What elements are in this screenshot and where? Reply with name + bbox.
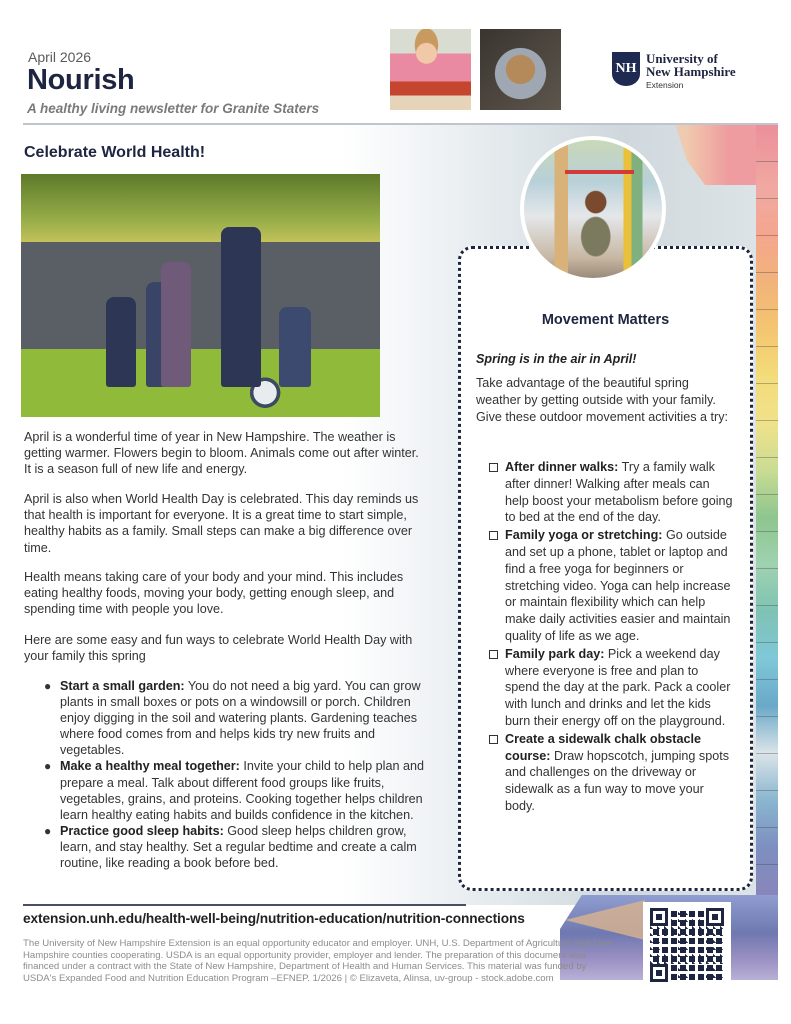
footer-divider <box>23 904 466 906</box>
bullet-icon: ● <box>44 759 52 774</box>
card-lead: Spring is in the air in April! <box>476 352 637 366</box>
checkbox-icon <box>489 531 498 540</box>
qr-finder <box>706 908 724 926</box>
checklist-item-title: Family yoga or stretching: <box>505 528 663 543</box>
checklist-item-title: Create a sidewalk chalk obstacle course: <box>505 731 702 763</box>
checklist-item-text: Draw hopscotch, jumping spots and challenges on the driveway or sidewalk as a fun way to move your body. <box>505 748 729 813</box>
list-item-title: Start a small garden: <box>60 679 185 693</box>
checklist-item-title: Family park day: <box>505 646 605 661</box>
qr-code[interactable] <box>643 902 731 982</box>
logo-line-1: University of <box>646 51 718 66</box>
newsletter-header <box>0 0 791 124</box>
health-tips-list <box>40 678 428 871</box>
website-link[interactable]: extension.unh.edu/health-well-being/nutrition-education/nutrition-connections <box>23 911 525 926</box>
checklist-item-text: Go outside and set up a phone, tablet or laptop and find a free yoga for beginners or stretching video. Yoga can help increase or maintain flexibility which can help make daily activities easier and maintain quality of life as we age. <box>505 528 731 643</box>
paragraph: April is a wonderful time of year in New Hampshire. The weather is getting warmer. Flowers begin to bloom. Animals come out after winter. It is a season full of new life and energy. <box>24 430 419 477</box>
activity-checklist <box>488 459 736 816</box>
newsletter-title: Nourish <box>27 64 135 96</box>
card-title: Movement Matters <box>541 312 670 328</box>
photo-figure <box>106 297 136 387</box>
unh-shield-icon: NH <box>612 52 640 86</box>
list-item <box>40 758 428 822</box>
issue-date: April 2026 <box>28 49 92 65</box>
logo-line-3: Extension <box>646 80 684 90</box>
child-on-playground-photo <box>520 136 666 282</box>
checklist-item-text: Pick a weekend day where everyone is free and plan to spend the day at the park. Pack a cooler with lunch and drinks and let the kids burn their energy off on the playground. <box>505 646 731 728</box>
checklist-item <box>488 646 736 730</box>
list-item <box>40 678 428 758</box>
qr-code-icon <box>650 908 724 982</box>
checklist-item-title: After dinner walks: <box>505 460 619 474</box>
sandwich-plate-photo <box>480 29 561 110</box>
checkbox-icon <box>489 463 498 472</box>
list-item-text: You do not need a big yard. You can grow plants in small boxes or pots on a windowsill or porch. Children enjoy digging in the soil and watering plants. Gardening teaches where food comes from and helps kids try new fruits and vegetables. <box>60 679 421 758</box>
paragraph: Here are some easy and fun ways to celebrate World Health Day with your family this spring <box>24 633 413 664</box>
girl-eating-photo <box>390 29 471 110</box>
checklist-item <box>488 459 736 526</box>
logo-line-2: New Hampshire <box>646 64 736 79</box>
paragraph: April is also when World Health Day is celebrated. This day reminds us that health is important for everyone. It is a great time to start simple, healthy habits as a family. Small steps can make a big difference over time. <box>24 492 419 555</box>
newsletter-subtitle: A healthy living newsletter for Granite Staters <box>27 101 320 116</box>
list-item-text: Good sleep helps children grow, learn, and stay healthy. Set a regular bedtime and create a calm routine, like reading a book before bed. <box>60 823 417 871</box>
family-playing-soccer-photo <box>21 174 380 417</box>
list-item-title: Make a healthy meal together: <box>60 759 240 774</box>
checkbox-icon <box>489 735 498 744</box>
card-intro: Take advantage of the beautiful spring weather by getting outside with your family. Give these outdoor movement activities a try: <box>476 376 728 424</box>
checkbox-icon <box>489 650 498 659</box>
unh-logo-text <box>646 52 736 90</box>
paragraph: Health means taking care of your body and your mind. This includes eating healthy foods, moving your body, getting enough sleep, and spending time with people you love. <box>24 570 404 617</box>
bullet-icon: ● <box>44 679 52 693</box>
unh-extension-logo <box>612 52 736 90</box>
checklist-item <box>488 527 736 645</box>
colored-pencils-decoration <box>756 125 778 910</box>
list-item-title: Practice good sleep habits: <box>60 823 224 838</box>
photo-figure <box>279 307 311 387</box>
photo-figure <box>221 227 261 387</box>
qr-finder <box>650 964 668 982</box>
legal-disclaimer: The University of New Hampshire Extension is an equal opportunity educator and employer. UNH, U.S. Department of Agriculture and New Hampshire counties cooperating. USDA is an equal opportunity provider, employer and lender. The preparation of this document was financed under a contract with the State of New Hampshire, Department of Health and Human Services. This material was funded by USDA's Expanded Food and Nutrition Education Program –EFNEP. 1/2026 | © Elizaveta, Alinsa, uv-group - stock.adobe.com <box>23 938 613 984</box>
list-item <box>40 823 428 871</box>
monkey-bar <box>565 170 634 174</box>
qr-finder <box>650 908 668 926</box>
section-heading: Celebrate World Health! <box>24 144 206 161</box>
checklist-item <box>488 731 736 815</box>
photo-figure <box>161 262 191 387</box>
list-item-text: Invite your child to help plan and prepare a meal. Talk about different food groups like fruits, vegetables, grains, and proteins. Cooking together helps children learn healthy eating habits and builds confidence in the kitchen. <box>60 759 425 822</box>
checklist-item-text: Try a family walk after dinner! Walking after meals can help boost your metabolism before going to bed at the end of the day. <box>505 460 733 525</box>
bullet-icon: ● <box>44 823 52 838</box>
